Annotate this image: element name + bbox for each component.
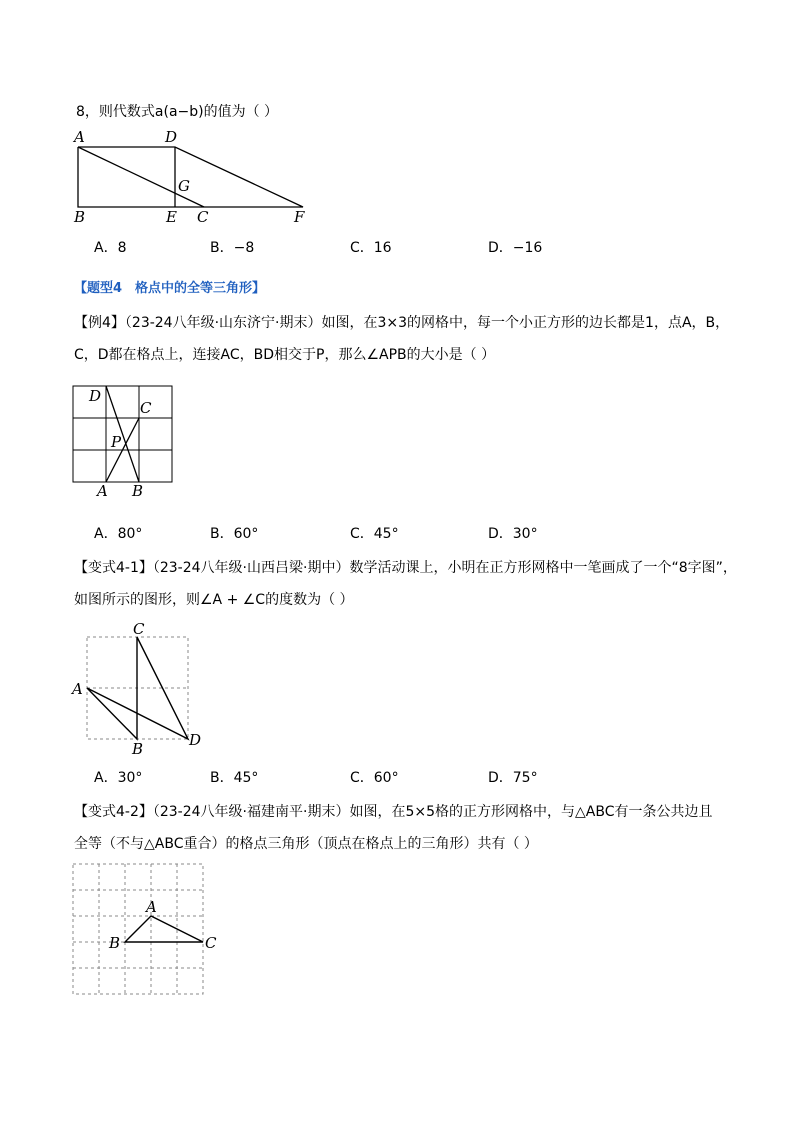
option-c: C．45° [350,526,399,542]
point-label-a: A [72,680,83,698]
option-c: C．60° [350,770,399,786]
section-heading: 【题型4 格点中的全等三角形】 [74,281,266,296]
option-a: A．30° [94,770,143,786]
point-label-g: G [178,177,190,195]
option-b: B．45° [210,770,259,786]
point-label-d: D [89,387,102,405]
point-label-a: A [97,482,108,500]
option-b: B．−8 [210,240,255,256]
question-text-line: 8，则代数式a(a−b)的值为（ ） [76,104,279,120]
point-label-e: E [166,208,177,226]
option-c: C．16 [350,240,392,256]
point-label-c: C [133,620,145,638]
point-label-c: C [205,934,217,952]
option-a: A．8 [94,240,127,256]
point-label-c: C [140,399,152,417]
point-label-d: D [165,128,178,146]
option-d: D．−16 [488,240,543,256]
variation-4-1-line-1: 【变式4-1】（23-24八年级·山西吕梁·期中）数学活动课上，小明在正方形网格中一笔画成了一个“8字图”， [74,560,737,576]
option-b: B．60° [210,526,259,542]
point-label-b: B [109,934,121,952]
option-a: A．80° [94,526,143,542]
variation-4-1-line-2: 如图所示的图形，则∠A + ∠C的度数为（ ） [74,592,354,608]
variation-4-2-line-2: 全等（不与△ABC重合）的格点三角形（顶点在格点上的三角形）共有（ ） [74,836,538,852]
point-label-d: D [189,731,202,749]
example-4-line-2: C，D都在格点上，连接AC，BD相交于P，那么∠APB的大小是（ ） [74,347,496,363]
variation-4-2-line-1: 【变式4-2】（23-24八年级·福建南平·期末）如图，在5×5格的正方形网格中，与△ABC有一条公共边且 [74,804,713,820]
point-label-p: P [111,433,122,451]
point-label-b: B [74,208,86,226]
point-label-c: C [197,208,209,226]
point-label-f: F [294,208,305,226]
point-label-a: A [146,898,157,916]
option-d: D．75° [488,770,538,786]
point-label-b: B [132,740,144,758]
point-label-a: A [74,128,85,146]
point-label-b: B [132,482,144,500]
example-4-line-1: 【例4】（23-24八年级·山东济宁·期末）如图，在3×3的网格中，每一个小正方形的边长都是1，点A，B， [74,315,730,331]
option-d: D．30° [488,526,538,542]
